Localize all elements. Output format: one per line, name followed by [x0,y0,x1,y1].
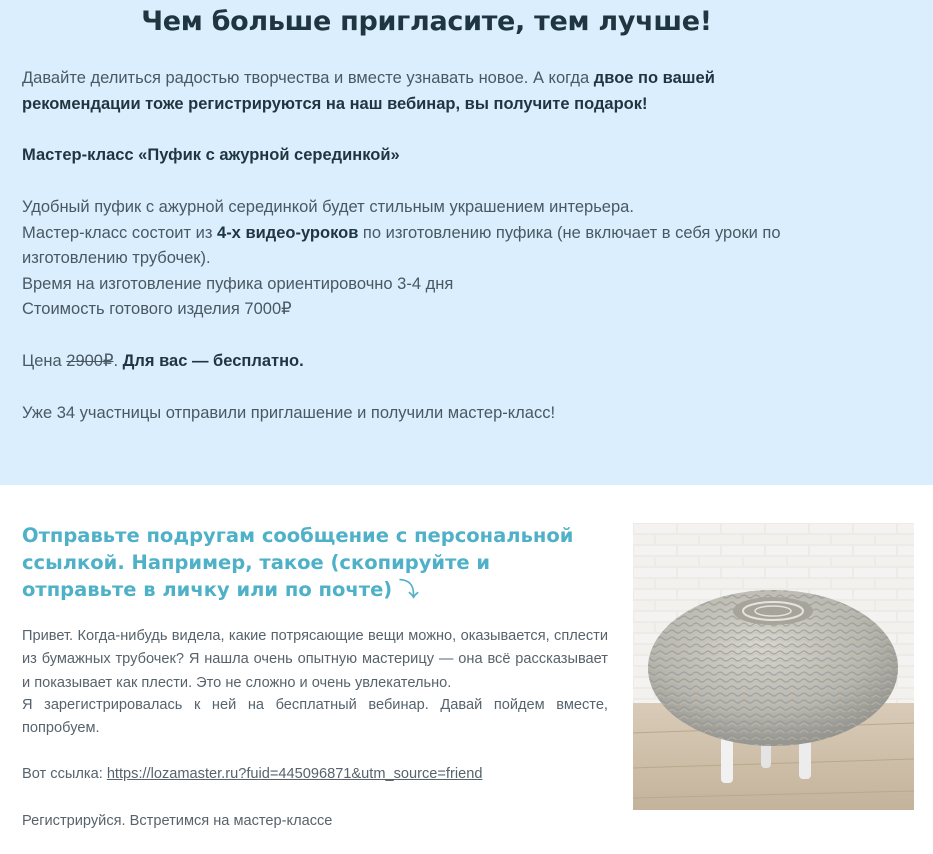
intro-paragraph: Давайте делиться радостью творчества и вместе узнавать новое. А когда двое по вашей рекомендации тоже регистрируются на наш вебинар, вы получите подарок! [22,69,715,113]
referral-link[interactable]: https://lozamaster.ru?fuid=445096871&utm_source=friend [106,766,483,782]
message-paragraph-2: Я зарегистрировалась к ней на бесплатный вебинар. Давай пойдем вместе, попробуем. [22,697,608,737]
message-paragraph-1: Привет. Когда-нибудь видела, какие потрясающие вещи можно, оказывается, сплести из бумажных трубочек? Я нашла очень опытную мастерицу — она всё рассказывает и показывает как плести. Это не сложно и очень увлекательно. [22,628,608,691]
free-price: Для вас — бесплатно. [122,352,304,370]
offer-line-1: Удобный пуфик с ажурной серединкой будет стильным украшением интерьера. [22,198,634,216]
intro-bold: двое по вашей рекомендации тоже регистрируются на наш вебинар, вы получите подарок! [22,69,715,113]
participants-text: Уже 34 участницы отправили приглашение и получили мастер-класс! [22,404,556,422]
link-line: Вот ссылка: https://lozamaster.ru?fuid=445096871&utm_source=friend [22,766,483,782]
old-price: 2900₽ [66,352,114,370]
pouf-photo [633,523,914,810]
offer-line-4: Стоимость готового изделия 7000₽ [22,300,292,318]
offer-description [22,195,822,323]
offer-line-3: Время на изготовление пуфика ориентировочно 3-4 дня [22,274,454,293]
offer-title: Мастер-класс «Пуфик с ажурной серединкой» [22,146,400,164]
page-title: Чем больше пригласите, тем лучше! [141,6,712,37]
closing-line: Регистрируйся. Встретимся на мастер-классе [22,813,333,829]
share-title: Отправьте подругам сообщение с персональной ссылкой. Например, такое (скопируйте и отправьте в личку или по почте) ⤵ [22,524,574,601]
price-line: Цена 2900₽. Для вас — бесплатно. [22,352,304,370]
offer-line-2: Мастер-класс состоит из 4-х видео-уроков по изготовлению пуфика (не включает в себя уроки по изготовлению трубочек). [22,223,781,267]
